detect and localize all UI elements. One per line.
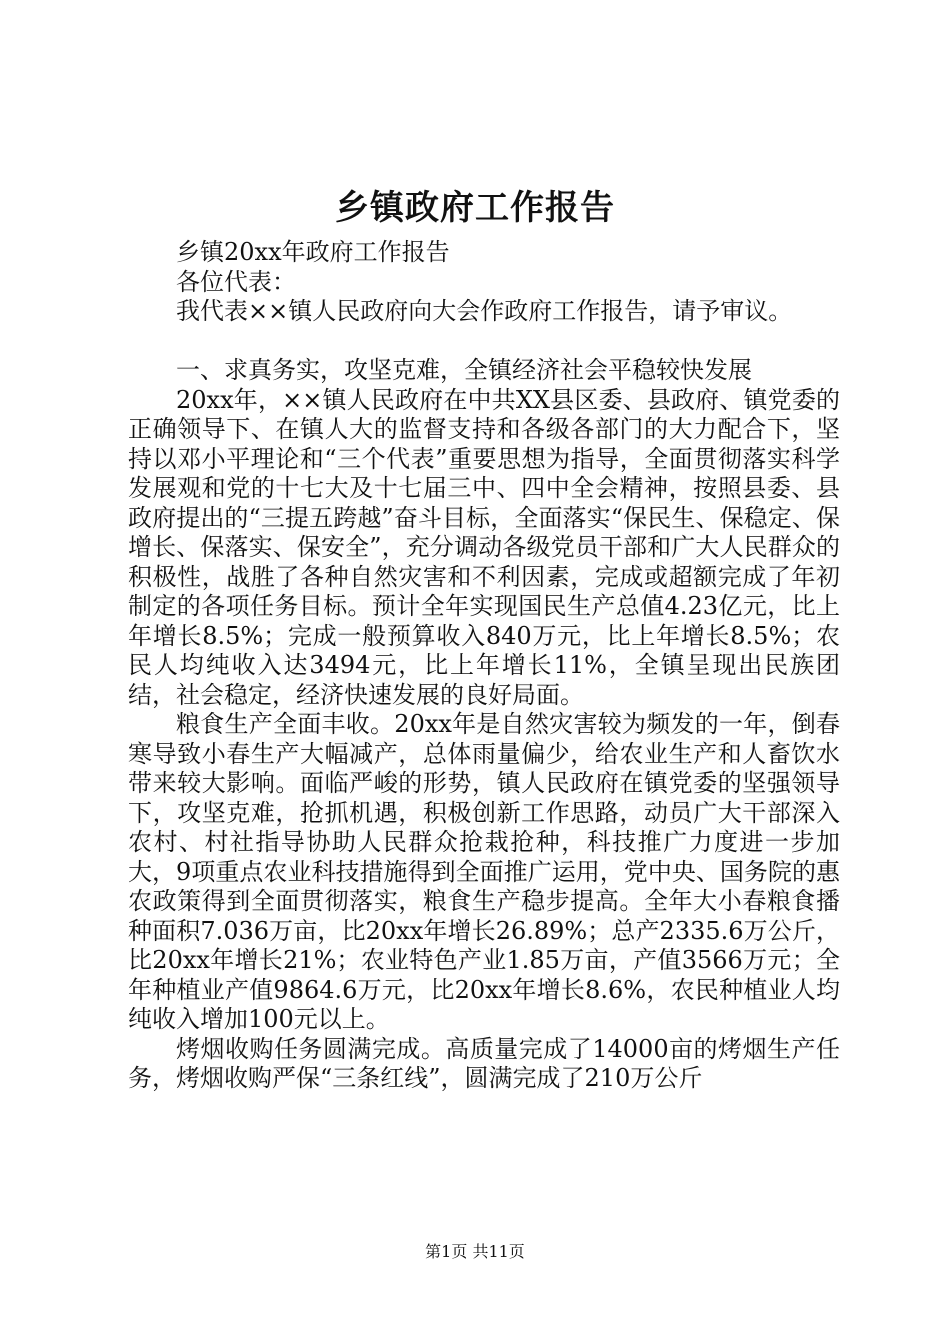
- body-paragraph-grain: 粮食生产全面丰收。20xx年是自然灾害较为频发的一年，倒春寒导致小春生产大幅减产，总体雨量偏少，给农业生产和人畜饮水带来较大影响。面临严峻的形势，镇人民政府在镇党委的坚强领导下，攻坚克难，抢抓机遇，积极创新工作思路，动员广大干部深入农村、村社指导协助人民群众抢栽抢种，科技推广力度进一步加大，9项重点农业科技措施得到全面推广运用，党中央、国务院的惠农政策得到全面贯彻落实，粮食生产稳步提高。全年大小春粮食播种面积7.036万亩，比20xx年增长26.89%；总产2335.6万公斤，比20xx年增长21%；农业特色产业1.85万亩，产值3566万元；全年种植业产值9864.6万元，比20xx年增长8.6%，农民种植业人均纯收入增加100元以上。: [128, 710, 840, 1033]
- document-body: [128, 238, 840, 1094]
- opening-paragraph: 我代表××镇人民政府向大会作政府工作报告，请予审议。: [176, 297, 793, 325]
- section-heading: 一、求真务实，攻坚克难，全镇经济社会平稳较快发展: [176, 356, 752, 384]
- document-title: 乡镇政府工作报告: [335, 188, 615, 228]
- salutation: 各位代表：: [176, 267, 296, 296]
- page-footer: 第1页 共11页: [425, 1242, 525, 1261]
- body-paragraph-tobacco: 烤烟收购任务圆满完成。高质量完成了14000亩的烤烟生产任务，烤烟收购严保“三条红线”，圆满完成了210万公斤: [128, 1034, 840, 1092]
- body-paragraph-overview: 20xx年，××镇人民政府在中共XX县区委、县政府、镇党委的正确领导下、在镇人大的监督支持和各级各部门的大力配合下，坚持以邓小平理论和“三个代表”重要思想为指导，全面贯彻落实科学发展观和党的十七大及十七届三中、四中全会精神，按照县委、县政府提出的“三提五跨越”奋斗目标，全面落实“保民生、保稳定、保增长、保落实、保安全”，充分调动各级党员干部和广大人民群众的积极性，战胜了各种自然灾害和不利因素，完成或超额完成了年初制定的各项任务目标。预计全年实现国民生产总值4.23亿元，比上年增长8.5%；完成一般预算收入840万元，比上年增长8.5%；农民人均纯收入达3494元，比上年增长11%，全镇呈现出民族团结，社会稳定，经济快速发展的良好局面。: [128, 385, 840, 709]
- report-subtitle: 乡镇20xx年政府工作报告: [176, 238, 450, 266]
